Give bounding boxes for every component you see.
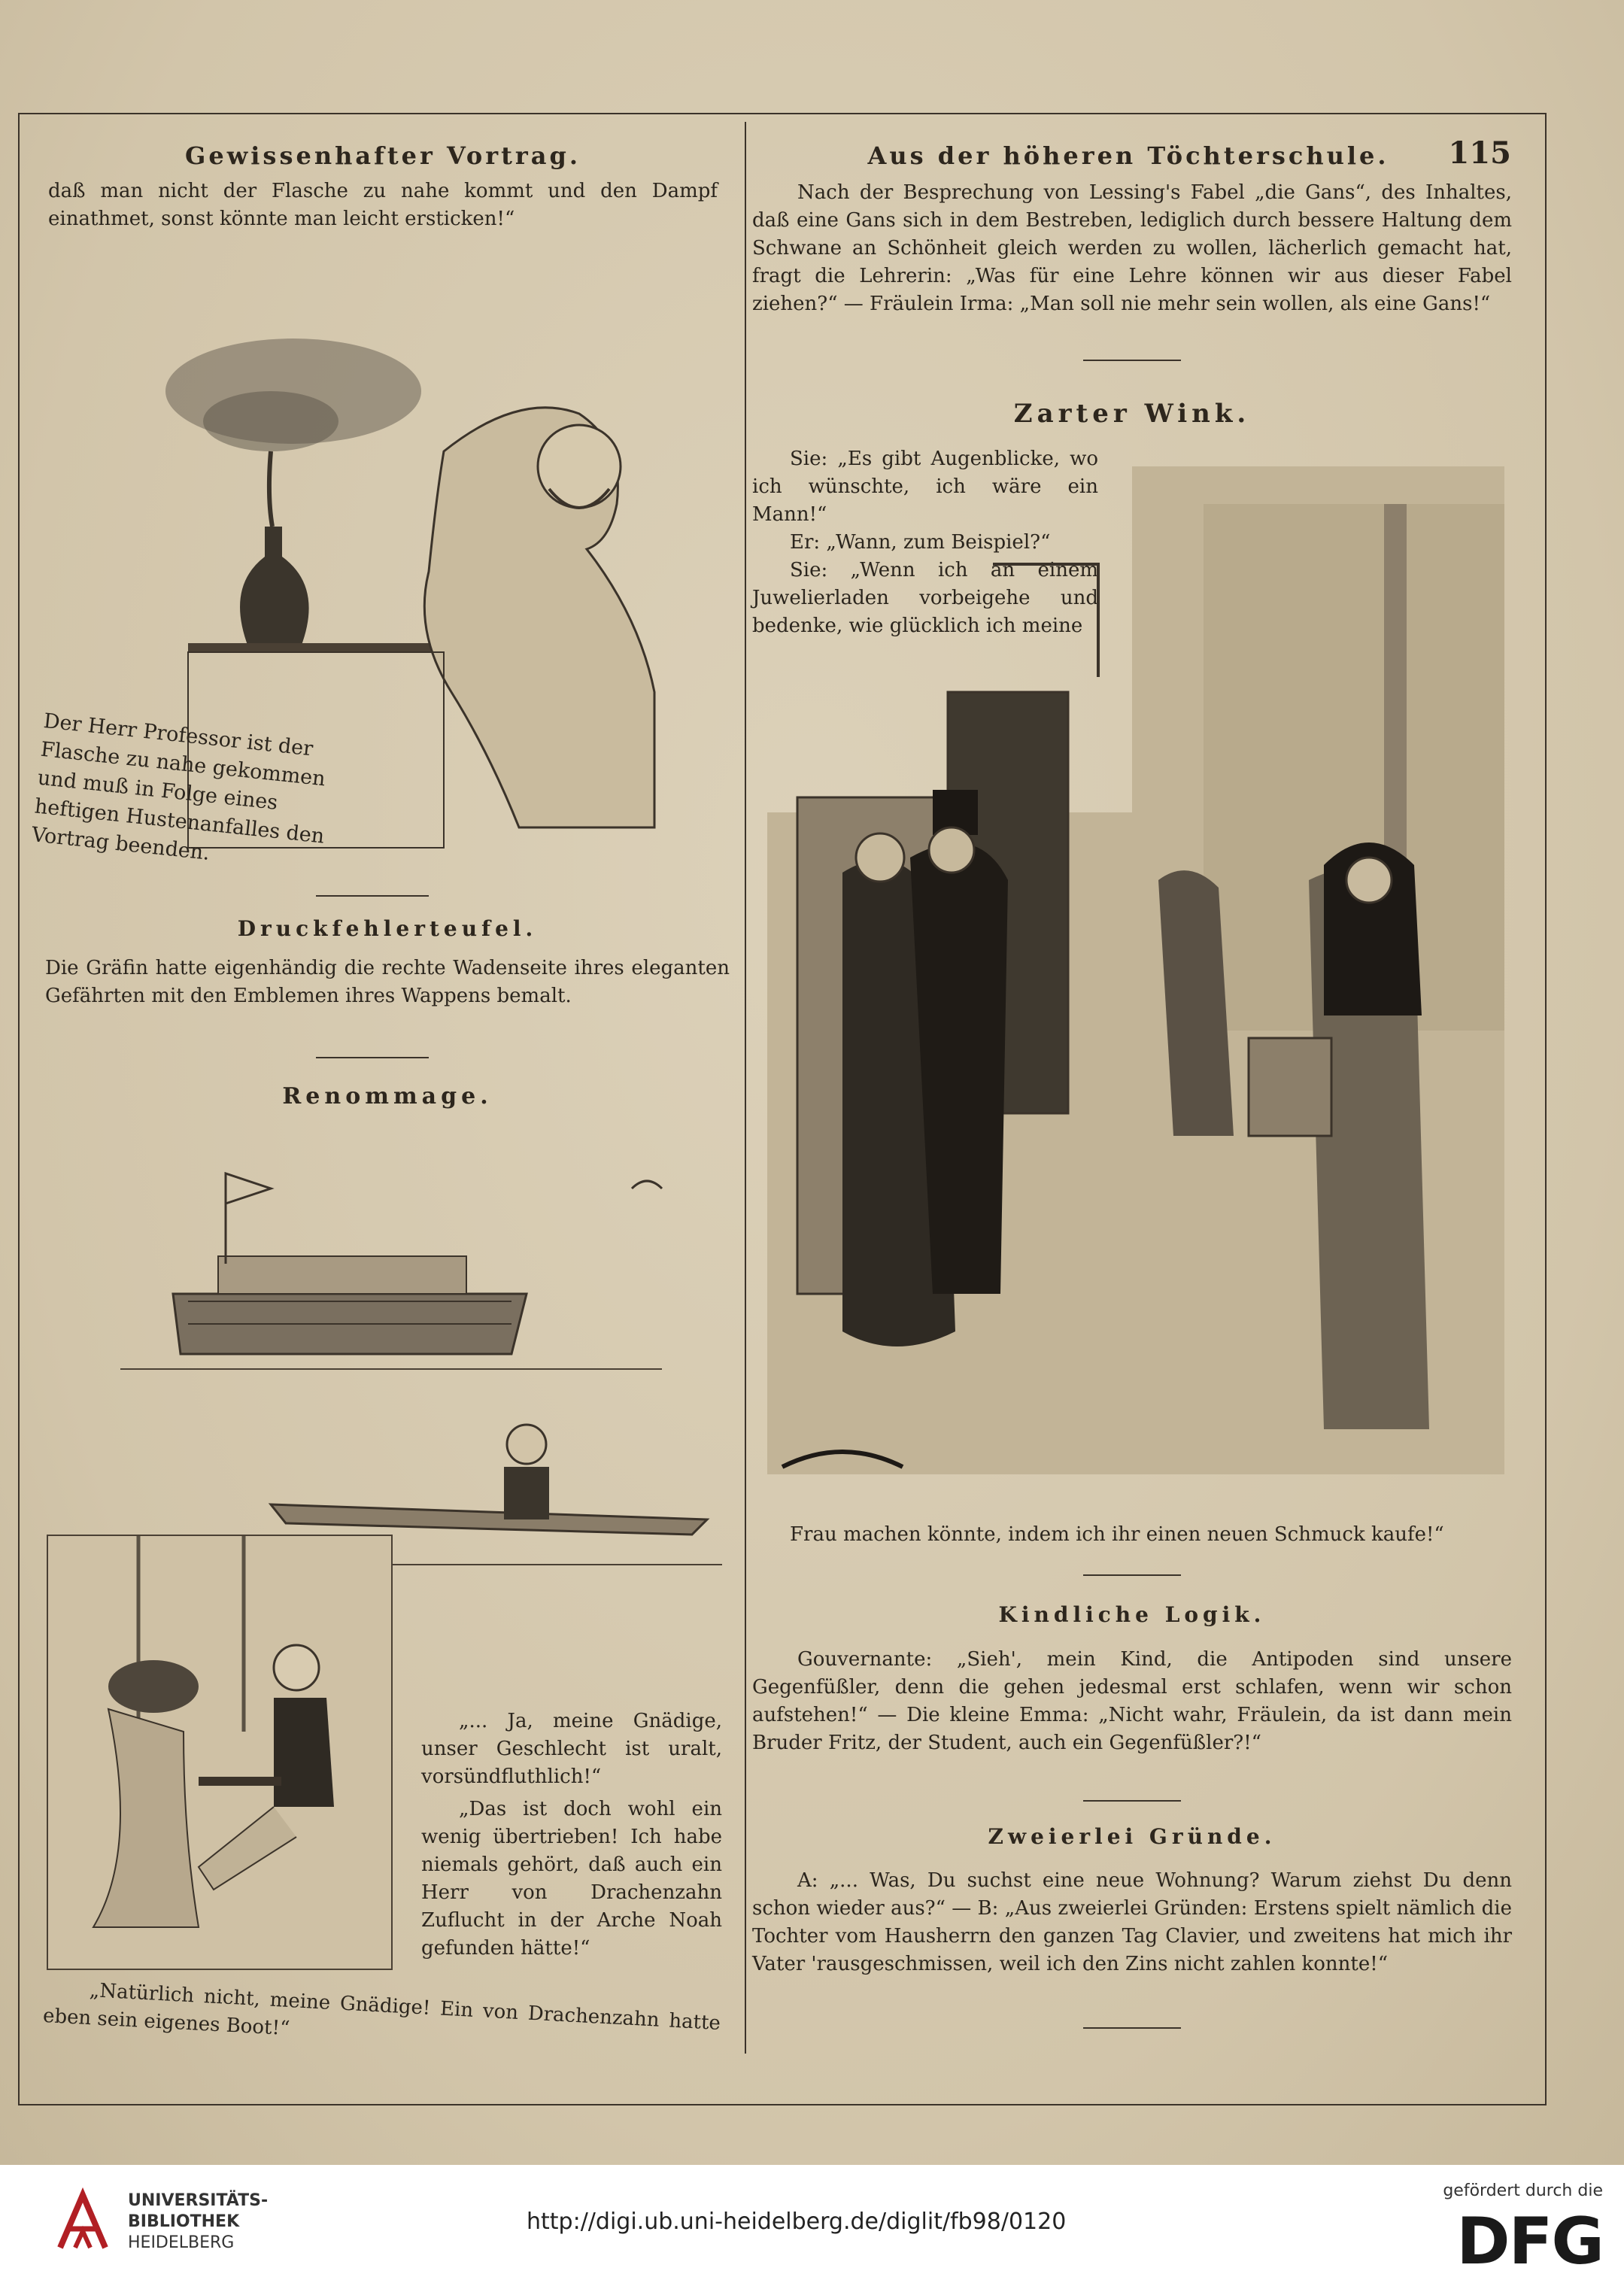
zarter-para-1: Sie: „Es gibt Augenblicke, wo ich wünschte, ich wäre ein Mann!“ [752,448,1098,526]
inset-drawing-couple [47,1535,393,1970]
renommage-final: „Natürlich nicht, meine Gnädige! Ein von Drachenzahn hatte eben sein eigenes Boot!“ [42,1979,721,2041]
heading-renommage: Renommage. [282,1083,493,1110]
heading-druckfehlerteufel: Druckfehlerteufel. [237,916,538,941]
street-scene-illustration [752,459,1512,1504]
permalink-url[interactable]: http://digi.ub.uni-heidelberg.de/diglit/fb98/0120 [527,2209,1067,2235]
page-number: 115 [1448,135,1511,171]
heading-zarter-wink: Zarter Wink. [1013,399,1251,429]
separator [316,1057,429,1058]
heading-toechterschule: Aus der höheren Töchterschule. [867,141,1389,170]
ark-rowing-illustration [45,1143,722,1587]
toechterschule-text: Nach der Besprechung von Lessing's Fabel „die Gans“, des Inhaltes, daß eine Gans sich in dem Bestreben, lediglich durch bessere Haltung dem Schwane an Schönheit gleich werden zu wollen, lächerlich gemacht hat, fragt die Lehrerin: „Was für eine Lehre können wir aus dieser Fabel ziehen?“ — Fräulein Irma: „Man soll nie mehr sein wollen, als eine Gans!“ [752,181,1512,315]
separator [1083,360,1181,361]
toechterschule-section [752,179,1512,318]
druckfehler-text: Die Gräfin hatte eigenhändig die rechte Wadenseite ihres eleganten Gefährten mit den Emblemen ihres Wappens bemalt. [45,957,730,1007]
ub-heidelberg-logo-icon [53,2187,113,2255]
heading-kindliche-logik: Kindliche Logik. [998,1602,1266,1627]
separator [1083,1800,1181,1802]
dfg-funding-label: gefördert durch die [1443,2181,1603,2200]
separator [1083,1574,1181,1576]
ark-drawing [45,1143,722,1587]
intro-text: daß man nicht der Flasche zu nahe kommt und den Dampf einathmet, sonst könnte man leicht ersticken!“ [48,180,718,230]
heading-gewissenhafter-vortrag: Gewissenhafter Vortrag. [185,141,581,170]
renommage-text [421,1708,722,1963]
renommage-para-1: „... Ja, meine Gnädige, unser Geschlecht ist uralt, vorsündfluthlich!“ [421,1710,722,1788]
dfg-logo: DFG [1456,2204,1603,2279]
ub-heidelberg-name: UNIVERSITÄTS- BIBLIOTHEK HEIDELBERG [128,2191,269,2252]
zarter-para-3: Sie: „Wenn ich an einem Juwelierladen vorbeigehe und bedenke, wie glücklich ich meine [752,559,1098,637]
digitization-footer [0,2165,1624,2283]
zweierlei-gruende-text: A: „... Was, Du suchst eine neue Wohnung? Warum ziehst Du denn schon wieder aus?“ — B: „Aus zweierlei Gründen: Erstens spielt nämlich die Tochter vom Hausherrn den ganzen Tag Clavier, und zweitens hat mich ihr Vater 'rausgeschmissen, weil ich den Zins nicht zahlen konnte!“ [752,1869,1512,1975]
couple-drawing [48,1536,391,1969]
separator [1083,2027,1181,2029]
column-divider [745,122,746,2054]
renommage-para-2: „Das ist doch wohl ein wenig übertrieben! Ich habe niemals gehört, daß auch ein Herr von Drachenzahn Zuflucht in der Arche Noah gefunden hätte!“ [421,1798,722,1960]
separator [316,895,429,897]
street-scene-drawing [752,459,1512,1504]
zarter-wink-end: Frau machen könnte, indem ich ihr einen neuen Schmuck kaufe!“ [790,1523,1444,1546]
professor-caption: Der Herr Professor ist der Flasche zu nahe gekommen und muß in Folge eines heftigen Hustenanfalles den Vortrag beenden. [30,709,327,865]
druckfehler-section [45,916,730,1010]
left-column [33,128,733,233]
heading-zweierlei-gruende: Zweierlei Gründe. [988,1824,1276,1849]
kindliche-logik-text: Gouvernante: „Sieh', mein Kind, die Antipoden sind unsere Gegenfüßler, denn die gehen jedesmal erst schlafen, wenn wir schon aufstehen!“ — Die kleine Emma: „Nicht wahr, Fräulein, da ist dann mein Bruder Fritz, der Student, auch ein Gegenfüßler?!“ [752,1648,1512,1754]
zarter-para-2: Er: „Wann, zum Beispiel?“ [790,531,1051,554]
